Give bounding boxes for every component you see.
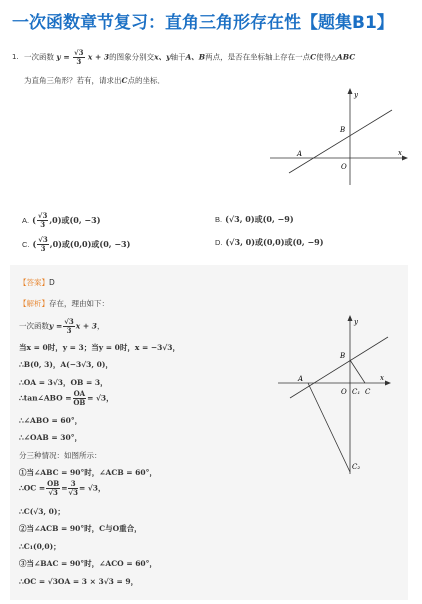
option-label: D. [215, 238, 223, 247]
analysis-intro: 存在，理由如下： [49, 299, 109, 308]
y-axis-arrow [348, 315, 353, 321]
func-den: 3 [76, 57, 82, 66]
graph-label-x: x [398, 149, 402, 157]
func-fraction [73, 49, 84, 66]
frac-num: OB [47, 479, 60, 488]
question-number: 1. [12, 53, 19, 61]
question-line-1 [24, 49, 355, 66]
graph-label-c1: C₁ [352, 388, 361, 396]
option-text: ,0)或(0,0)或(0, −3) [49, 239, 131, 249]
question-graph [262, 85, 412, 190]
triangle-label: △ABC [331, 52, 356, 62]
axes-label: x、y [154, 52, 171, 62]
option-d[interactable] [215, 237, 324, 248]
frac-num: √3 [38, 235, 48, 244]
graph-label-b: B [340, 126, 346, 134]
frac-num: √3 [64, 317, 74, 326]
analysis-text: 一次函数 [19, 321, 49, 331]
option-text: ,0)或(0, −3) [49, 215, 101, 225]
func-y: y = [49, 321, 63, 331]
segment-a-c2 [308, 383, 350, 472]
analysis-line-12: ②当∠ACB = 90°时，C与O重合， [19, 524, 142, 533]
analysis-tag: 【解析】 [19, 299, 49, 308]
analysis-line-14: ③当∠BAC = 90°时，∠ACO = 60°， [19, 559, 157, 568]
frac-den: OB [73, 398, 86, 407]
y-axis-arrow [348, 88, 353, 94]
question-line-2 [24, 75, 165, 86]
analysis-line-3: ∴B(0, 3)，A(−3√3, 0)， [19, 360, 113, 369]
analysis-line-6: ∴∠ABO = 60°， [19, 416, 83, 425]
option-b[interactable] [215, 214, 294, 225]
analysis-line-5 [19, 390, 114, 407]
question-text: 一次函数 [24, 52, 54, 62]
function-line [290, 337, 388, 398]
analysis-line-10 [19, 480, 106, 497]
graph-label-y: y [354, 91, 358, 99]
analysis-fraction [46, 480, 60, 497]
analysis-line-11: ∴C(√3, 0)； [19, 507, 65, 516]
analysis-intro-line [19, 298, 109, 309]
option-label: B. [215, 215, 223, 224]
analysis-line-15: ∴OC = √3OA = 3 × 3√3 = 9， [19, 577, 139, 586]
question-text: 轴于 [170, 52, 186, 62]
analysis-line-8: 分三种情况：如图所示： [19, 451, 102, 460]
analysis-fraction [63, 318, 74, 335]
answer-line [19, 277, 55, 288]
frac-den: √3 [68, 488, 78, 497]
analysis-text: = [61, 483, 68, 493]
analysis-text: = √3， [87, 393, 114, 403]
graph-label-c: C [365, 388, 371, 396]
frac-num: √3 [37, 211, 48, 220]
answer-tag: 【答案】 [19, 278, 49, 287]
func-num: √3 [74, 48, 84, 57]
analysis-fraction [73, 390, 87, 407]
graph-label-o: O [341, 163, 347, 171]
graph-label-x: x [380, 374, 384, 382]
analysis-line-7: ∴∠OAB = 30°， [19, 433, 82, 442]
option-fraction [37, 212, 48, 229]
analysis-text: ∴tan∠ABO = [19, 393, 72, 403]
frac-num: 3 [68, 480, 77, 489]
analysis-fraction [68, 480, 77, 497]
func-tail: x + 3 [75, 321, 97, 331]
x-axis-arrow [385, 381, 391, 386]
question-text: 两点，是否在坐标轴上存在一点 [205, 52, 311, 62]
option-label: C. [22, 240, 30, 249]
func-tail: x + 3 [87, 52, 110, 62]
page-title: 一次函数章节复习：直角三角形存在性【题集B1】 [12, 13, 394, 33]
option-text: (√3, 0)或(0, −9) [225, 214, 294, 224]
option-label: A. [22, 216, 30, 225]
option-a[interactable] [22, 212, 101, 229]
option-paren: ( [32, 239, 37, 249]
analysis-line-4: ∴OA = 3√3，OB = 3， [19, 378, 108, 387]
question-text: 使得 [316, 52, 332, 62]
option-text: (√3, 0)或(0,0)或(0, −9) [225, 237, 324, 247]
graph-label-a: A [298, 375, 304, 383]
frac-den: 3 [66, 326, 72, 335]
question-text: 点的坐标． [127, 76, 165, 85]
graph-label-c2: C₂ [352, 463, 361, 471]
option-paren: ( [32, 215, 36, 225]
question-text: 的图象分别交 [109, 52, 155, 62]
analysis-line-13: ∴C₁(0,0)； [19, 542, 61, 551]
graph-label-y: y [354, 318, 358, 326]
frac-den: 3 [40, 220, 46, 229]
points-label: A、B [185, 52, 206, 62]
option-fraction [37, 236, 48, 253]
option-c[interactable] [22, 236, 130, 253]
graph-label-b: B [340, 352, 346, 360]
func-y: y = [56, 52, 70, 62]
analysis-text: ， [96, 321, 105, 331]
graph-label-a: A [297, 150, 303, 158]
frac-num: OA [73, 389, 86, 398]
segment-b-c [350, 360, 365, 383]
graph-label-o: O [341, 388, 347, 396]
frac-den: √3 [48, 488, 58, 497]
analysis-text: ∴OC = [19, 483, 46, 493]
point-c-label: C [121, 76, 128, 85]
analysis-line-1 [19, 318, 104, 335]
analysis-line-9: ①当∠ABC = 90°时，∠ACB = 60°， [19, 468, 157, 477]
point-c-label: C [310, 52, 317, 62]
frac-den: 3 [40, 244, 46, 253]
analysis-line-2: 当x = 0时，y = 3；当y = 0时，x = −3√3， [19, 343, 180, 352]
analysis-text: = √3， [78, 483, 106, 493]
x-axis-arrow [402, 156, 408, 161]
question-text: 为直角三角形？若有，请求出 [24, 76, 122, 85]
answer-value: D [49, 278, 55, 287]
analysis-graph [270, 312, 400, 478]
